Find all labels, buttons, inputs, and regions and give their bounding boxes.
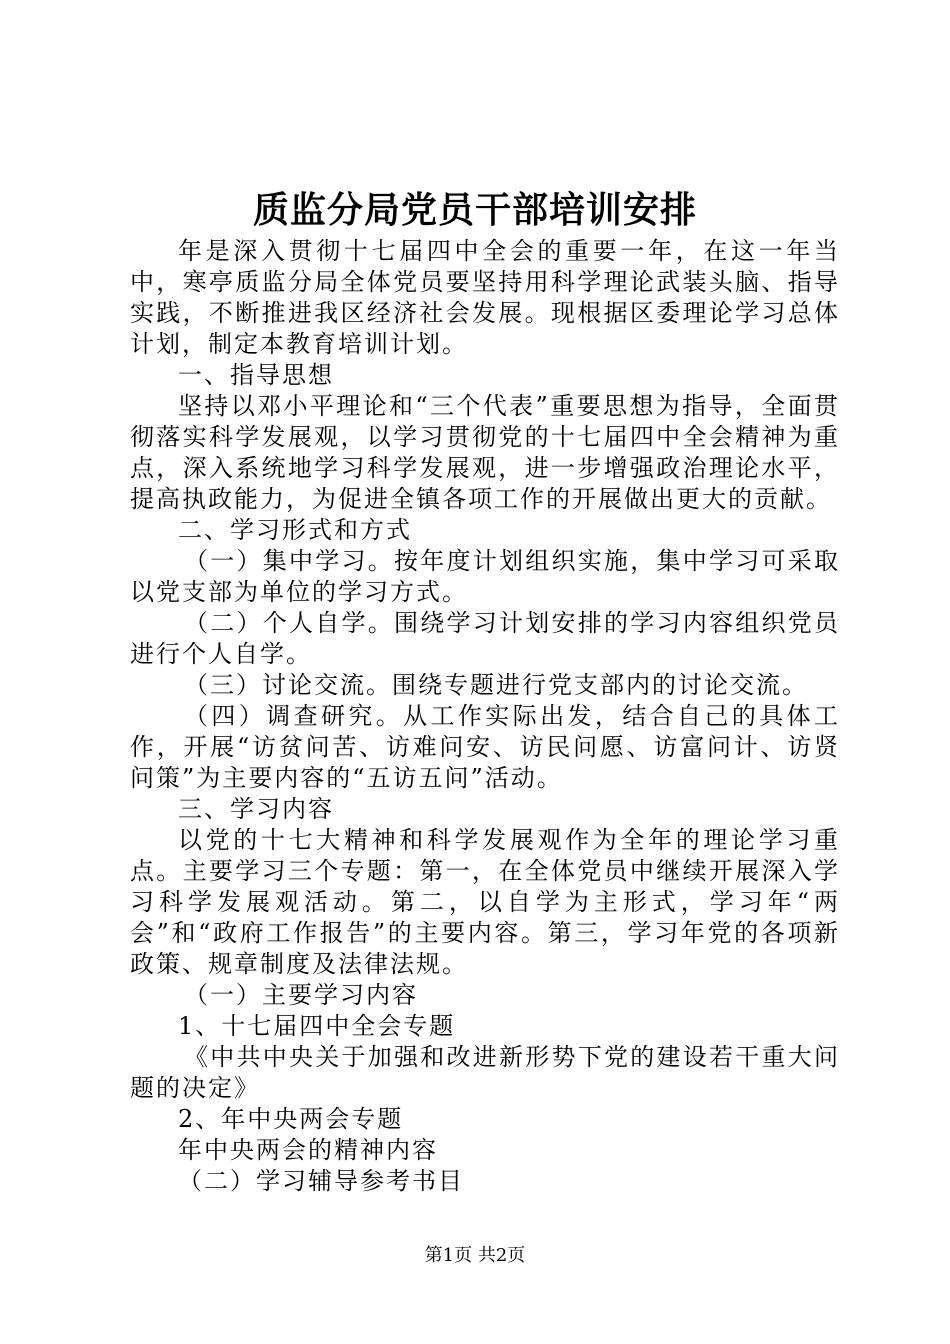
list-item-two-sessions-topic: 2、年中央两会专题: [178, 1105, 404, 1133]
heading-study-content: 三、学习内容: [178, 795, 334, 823]
document-body: [130, 236, 840, 1197]
heading-study-forms: 二、学习形式和方式: [178, 516, 412, 544]
list-item-plenum-topic: 1、十七届四中全会专题: [178, 1012, 456, 1040]
subheading-reference-books: （二）学习辅导参考书目: [178, 1167, 464, 1195]
paragraph-self-study: （二）个人自学。围绕学习计划安排的学习内容组织党员进行个人自学。: [130, 609, 840, 668]
paragraph-research: （四）调查研究。从工作实际出发，结合自己的具体工作，开展“访贫问苦、访难问安、访民问愿、访富问计、访贤问策”为主要内容的“五访五问”活动。: [130, 702, 840, 792]
paragraph-discussion: （三）讨论交流。围绕专题进行党支部内的讨论交流。: [184, 671, 808, 699]
paragraph-study-content: 以党的十七大精神和科学发展观作为全年的理论学习重点。主要学习三个专题：第一，在全体党员中继续开展深入学习科学发展观活动。第二，以自学为主形式，学习年“两会”和“政府工作报告”的主要内容。第三，学习年党的各项新政策、规章制度及法律法规。: [130, 826, 840, 978]
list-item-two-sessions-content: 年中央两会的精神内容: [178, 1136, 438, 1164]
paragraph-intro: 年是深入贯彻十七届四中全会的重要一年，在这一年当中，寒亭质监分局全体党员要坚持用科学理论武装头脑、指导实践，不断推进我区经济社会发展。现根据区委理论学习总体计划，制定本教育培训计划。: [130, 237, 840, 358]
paragraph-guiding-thought: 坚持以邓小平理论和“三个代表”重要思想为指导，全面贯彻落实科学发展观，以学习贯彻党的十七届四中全会精神为重点，深入系统地学习科学发展观，进一步增强政治理论水平，提高执政能力，为促进全镇各项工作的开展做出更大的贡献。: [130, 392, 840, 513]
document-title: 质监分局党员干部培训安排: [252, 189, 697, 231]
subheading-main-content: （一）主要学习内容: [184, 981, 418, 1009]
list-item-plenum-document: 《中共中央关于加强和改进新形势下党的建设若干重大问题的决定》: [130, 1043, 840, 1102]
heading-guiding-thought: 一、指导思想: [178, 361, 334, 389]
page-number: 第1页 共2页: [424, 1245, 526, 1266]
paragraph-centralized-study: （一）集中学习。按年度计划组织实施，集中学习可采取以党支部为单位的学习方式。: [130, 547, 840, 606]
